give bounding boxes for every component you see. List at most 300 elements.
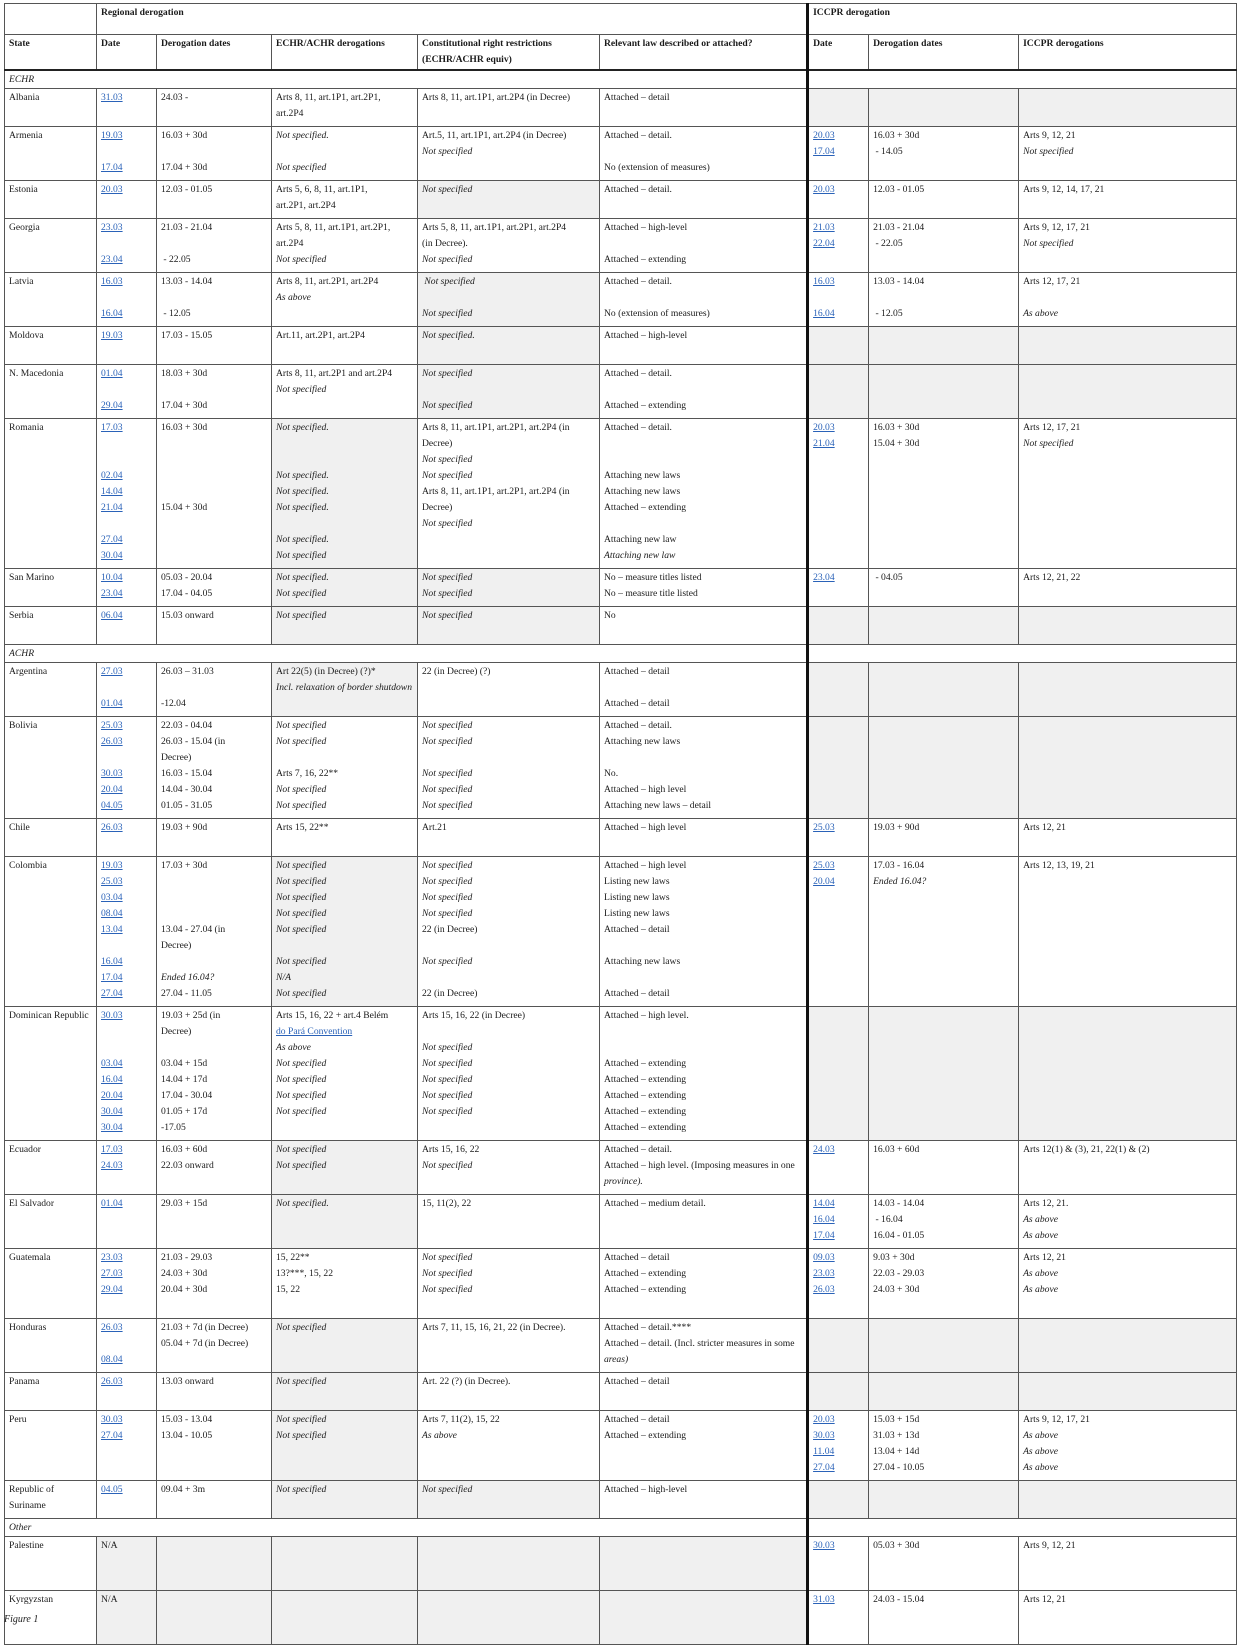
date-cell xyxy=(97,818,157,856)
date-link[interactable]: 21.04 xyxy=(813,437,835,449)
cell-text xyxy=(161,382,267,398)
state-cell: Colombia xyxy=(5,856,97,1006)
state-cell: Peru xyxy=(5,1410,97,1480)
relevant-law-cell xyxy=(600,1006,808,1140)
cell-text: 14.03 - 14.04 xyxy=(873,1197,925,1209)
date-link[interactable]: 24.03 xyxy=(101,1159,123,1171)
constitutional-restrictions-cell xyxy=(418,818,600,856)
date-link[interactable]: 08.04 xyxy=(101,907,123,919)
cell-text: Attaching new laws xyxy=(604,735,681,747)
cell-text: Not specified xyxy=(422,587,473,599)
cell-text: Not specified xyxy=(422,275,475,287)
relevant-law-cell xyxy=(600,326,808,364)
cell-text xyxy=(422,382,595,398)
date-link[interactable]: 21.03 xyxy=(813,221,835,233)
iccpr-date-cell xyxy=(808,1194,869,1248)
cell-text: Attached – detail. xyxy=(604,275,672,287)
cell-text xyxy=(161,874,267,890)
cell-text: Not specified xyxy=(422,1267,473,1279)
date-link[interactable]: 31.03 xyxy=(813,1593,835,1605)
date-link[interactable]: 25.03 xyxy=(813,859,835,871)
cell-text xyxy=(161,452,267,468)
relevant-law-cell xyxy=(600,1318,808,1372)
constitutional-restrictions-cell xyxy=(418,1480,600,1518)
cell-text: Arts 5, 8, 11, art.1P1, art.2P1, art.2P4 xyxy=(422,221,567,233)
cell-text: 16.03 + 30d xyxy=(161,129,208,141)
derogation-dates-cell xyxy=(157,1006,272,1140)
cell-text: Attaching new laws – detail xyxy=(604,799,712,811)
date-link[interactable]: 20.03 xyxy=(813,1413,835,1425)
cell-text: Listing new laws xyxy=(604,891,670,903)
constitutional-restrictions-cell xyxy=(418,88,600,126)
date-link[interactable]: 20.03 xyxy=(813,183,835,195)
date-link[interactable]: 11.04 xyxy=(813,1445,835,1457)
relevant-law-cell xyxy=(600,856,808,1006)
cell-text xyxy=(101,144,152,160)
date-link[interactable]: 29.04 xyxy=(101,1283,123,1295)
echr-achr-derogations-cell xyxy=(272,1590,418,1644)
cell-text: No (extension of measures) xyxy=(604,161,710,173)
cell-text: Not specified xyxy=(276,891,327,903)
date-cell xyxy=(97,856,157,1006)
col-header-iccpr-derogations: ICCPR derogations xyxy=(1019,35,1237,70)
cell-text: 15, 11(2), 22 xyxy=(422,1197,472,1209)
cell-text: Not specified xyxy=(422,1105,473,1117)
date-link[interactable]: 14.04 xyxy=(101,485,123,497)
cell-text: Not specified xyxy=(276,1143,327,1155)
date-link[interactable]: 01.04 xyxy=(101,697,123,709)
date-cell xyxy=(97,218,157,272)
date-link[interactable]: 30.04 xyxy=(101,1105,123,1117)
cell-text: Decree) xyxy=(161,1025,192,1037)
cell-text: Attached – high level xyxy=(604,783,687,795)
cell-text: 16.03 - 15.04 xyxy=(161,767,213,779)
date-link[interactable]: 27.03 xyxy=(101,665,123,677)
date-link[interactable]: 17.04 xyxy=(813,145,835,157)
date-link[interactable]: 16.03 xyxy=(101,275,123,287)
relevant-law-cell xyxy=(600,818,808,856)
relevant-law-cell xyxy=(600,606,808,644)
cell-text: 21.03 - 21.04 xyxy=(873,221,925,233)
cell-text: Not specified xyxy=(276,161,327,173)
section-label-iccpr xyxy=(808,70,1237,89)
cell-text: 01.05 - 31.05 xyxy=(161,799,213,811)
date-link[interactable]: 26.03 xyxy=(101,1375,123,1387)
state-cell: Republic of Suriname xyxy=(5,1480,97,1518)
cell-text: 13.03 - 14.04 xyxy=(873,275,925,287)
cell-text: Not specified xyxy=(422,783,473,795)
date-link[interactable]: 09.03 xyxy=(813,1251,835,1263)
date-link[interactable]: 04.05 xyxy=(101,1483,123,1495)
date-link[interactable]: 17.04 xyxy=(813,1229,835,1241)
iccpr-derogation-dates-cell xyxy=(869,856,1019,1006)
col-header-date: Date xyxy=(97,35,157,70)
constitutional-restrictions-cell xyxy=(418,364,600,418)
state-cell: Estonia xyxy=(5,180,97,218)
date-cell xyxy=(97,568,157,606)
cell-text xyxy=(604,1040,802,1056)
cell-text: 15.03 + 15d xyxy=(873,1413,920,1425)
iccpr-date-cell xyxy=(808,126,869,180)
constitutional-restrictions-cell xyxy=(418,180,600,218)
cell-text: Attached – high-level xyxy=(604,1483,688,1495)
cell-text: Attached – detail xyxy=(604,697,670,709)
state-cell: Romania xyxy=(5,418,97,568)
iccpr-derogations-cell xyxy=(1019,1318,1237,1372)
cell-text: Attached – detail. xyxy=(604,1143,672,1155)
cell-text xyxy=(604,436,802,452)
cell-text: Not specified xyxy=(276,1057,327,1069)
date-link[interactable]: 17.04 xyxy=(101,161,123,173)
date-link[interactable]: 20.04 xyxy=(813,875,835,887)
cell-text: Not specified xyxy=(276,1375,327,1387)
relevant-law-cell xyxy=(600,1536,808,1590)
cell-text: Not specified xyxy=(1023,437,1074,449)
cell-text: - 12.05 xyxy=(161,307,191,319)
iccpr-date-cell xyxy=(808,1590,869,1644)
derogation-dates-cell xyxy=(157,818,272,856)
cell-text: Listing new laws xyxy=(604,875,670,887)
cell-text: Attached – detail. (Incl. stricter measures in some xyxy=(604,1337,795,1349)
cell-text xyxy=(276,144,413,160)
date-link[interactable]: 25.03 xyxy=(813,821,835,833)
state-cell: Georgia xyxy=(5,218,97,272)
derogation-dates-cell xyxy=(157,1140,272,1194)
date-link[interactable]: 20.04 xyxy=(101,1089,123,1101)
state-cell: Panama xyxy=(5,1372,97,1410)
table-row-serbia xyxy=(5,606,1237,644)
date-link[interactable]: 30.04 xyxy=(101,1121,123,1133)
date-link[interactable]: 17.03 xyxy=(101,1143,123,1155)
table-row-argentina xyxy=(5,662,1237,716)
cell-text: 29.03 + 15d xyxy=(161,1197,208,1209)
cell-text xyxy=(604,452,802,468)
cell-text: Attached – detail. xyxy=(604,183,672,195)
cell-text: Not specified xyxy=(422,955,473,967)
cell-text: Not specified xyxy=(276,783,327,795)
constitutional-restrictions-cell xyxy=(418,1318,600,1372)
date-link[interactable]: 19.03 xyxy=(101,859,123,871)
cell-text: art.2P4 xyxy=(276,237,304,249)
date-link[interactable]: 26.03 xyxy=(813,1283,835,1295)
cell-text: Arts 15, 16, 22 (in Decree) xyxy=(422,1009,526,1021)
cell-text: Attached – extending xyxy=(604,1073,687,1085)
iccpr-date-cell xyxy=(808,662,869,716)
date-link[interactable]: 20.04 xyxy=(101,783,123,795)
iccpr-derogation-dates-cell xyxy=(869,126,1019,180)
cell-text: Decree) xyxy=(422,501,453,513)
date-link[interactable]: 23.03 xyxy=(101,221,123,233)
date-link[interactable]: 04.05 xyxy=(101,799,123,811)
cell-text: Not specified xyxy=(276,253,327,265)
date-link[interactable]: 06.04 xyxy=(101,609,123,621)
cell-text: Not specified xyxy=(422,307,473,319)
date-cell xyxy=(97,1372,157,1410)
cell-text: Not specified xyxy=(422,145,473,157)
cell-text: Not specified xyxy=(422,399,473,411)
echr-achr-derogations-cell xyxy=(272,716,418,818)
cell-text: 12.03 - 01.05 xyxy=(873,183,925,195)
cell-text: Arts 9, 12, 14, 17, 21 xyxy=(1023,183,1105,195)
cell-text: Ended 16.04? xyxy=(873,875,927,887)
cell-text: 19.03 + 90d xyxy=(161,821,208,833)
derogation-table-container xyxy=(4,3,1236,1645)
iccpr-derogations-cell xyxy=(1019,1248,1237,1318)
iccpr-derogations-cell xyxy=(1019,1410,1237,1480)
state-cell: Armenia xyxy=(5,126,97,180)
cell-text: 05.03 + 30d xyxy=(873,1539,920,1551)
iccpr-derogations-cell xyxy=(1019,1536,1237,1590)
cell-text: 17.04 - 30.04 xyxy=(161,1089,213,1101)
date-link[interactable]: 20.03 xyxy=(101,183,123,195)
date-link[interactable]: 29.04 xyxy=(101,399,123,411)
cell-text: 18.03 + 30d xyxy=(161,367,208,379)
table-row-albania xyxy=(5,88,1237,126)
iccpr-derogation-dates-cell xyxy=(869,662,1019,716)
date-link[interactable]: 21.04 xyxy=(101,501,123,513)
cell-text: 17.04 + 30d xyxy=(161,161,208,173)
cell-text: 17.03 + 30d xyxy=(161,859,208,871)
constitutional-restrictions-cell xyxy=(418,1590,600,1644)
relevant-law-cell xyxy=(600,88,808,126)
cell-text: Attached – detail. xyxy=(604,129,672,141)
date-link[interactable]: 26.03 xyxy=(101,1321,123,1333)
cell-text: 31.03 + 13d xyxy=(873,1429,920,1441)
iccpr-date-cell xyxy=(808,1248,869,1318)
date-link[interactable]: 23.04 xyxy=(813,571,835,583)
date-link[interactable]: 16.04 xyxy=(813,1213,835,1225)
cell-text: 16.03 + 60d xyxy=(873,1143,920,1155)
relevant-law-cell xyxy=(600,662,808,716)
iccpr-date-cell xyxy=(808,326,869,364)
relevant-law-cell xyxy=(600,1590,808,1644)
cell-text xyxy=(604,750,802,766)
derogation-dates-cell xyxy=(157,126,272,180)
cell-text: As above xyxy=(1023,1213,1058,1225)
cell-text: Attaching new laws xyxy=(604,485,681,497)
cell-text: Arts 12, 17, 21 xyxy=(1023,275,1081,287)
state-cell: El Salvador xyxy=(5,1194,97,1248)
date-link[interactable]: 08.04 xyxy=(101,1353,123,1365)
date-link[interactable]: 17.04 xyxy=(101,971,123,983)
iccpr-date-cell xyxy=(808,180,869,218)
cell-text xyxy=(604,938,802,954)
date-link[interactable]: 14.04 xyxy=(813,1197,835,1209)
date-link[interactable]: 02.04 xyxy=(101,469,123,481)
table-row-el-salvador xyxy=(5,1194,1237,1248)
cell-text: 24.03 - 15.04 xyxy=(873,1593,925,1605)
date-link[interactable]: 30.03 xyxy=(813,1429,835,1441)
cell-text xyxy=(101,1336,152,1352)
relevant-law-cell xyxy=(600,1140,808,1194)
date-link[interactable]: 26.03 xyxy=(101,735,123,747)
date-link[interactable]: 23.03 xyxy=(101,1251,123,1263)
iccpr-derogation-dates-cell xyxy=(869,418,1019,568)
date-link[interactable]: 03.04 xyxy=(101,891,123,903)
echr-achr-derogations-cell xyxy=(272,856,418,1006)
date-link[interactable]: 03.04 xyxy=(101,1057,123,1069)
date-link[interactable]: 16.04 xyxy=(101,1073,123,1085)
cell-text: Ended 16.04? xyxy=(161,971,215,983)
cell-text: Arts 9, 12, 17, 21 xyxy=(1023,1413,1090,1425)
constitutional-restrictions-cell xyxy=(418,326,600,364)
cell-text: Listing new laws xyxy=(604,907,670,919)
date-link[interactable]: 31.03 xyxy=(101,91,123,103)
cell-text: Attached – medium detail. xyxy=(604,1197,706,1209)
state-cell: N. Macedonia xyxy=(5,364,97,418)
iccpr-derogations-cell xyxy=(1019,1194,1237,1248)
iccpr-derogation-dates-cell xyxy=(869,364,1019,418)
cell-text: 21.03 + 7d (in Decree) xyxy=(161,1321,249,1333)
echr-achr-derogations-cell xyxy=(272,88,418,126)
cell-text: Not specified xyxy=(422,1283,473,1295)
cell-text xyxy=(422,970,595,986)
cell-text: Attached – extending xyxy=(604,253,687,265)
iccpr-derogations-cell xyxy=(1019,364,1237,418)
iccpr-derogation-dates-cell xyxy=(869,88,1019,126)
cell-text: Arts 12, 21 xyxy=(1023,1251,1066,1263)
section-label: ECHR xyxy=(5,70,808,89)
iccpr-date-cell xyxy=(808,606,869,644)
date-link[interactable]: 27.04 xyxy=(101,1429,123,1441)
cell-text: 01.05 + 17d xyxy=(161,1105,208,1117)
iccpr-derogation-dates-cell xyxy=(869,606,1019,644)
iccpr-date-cell xyxy=(808,856,869,1006)
date-link[interactable]: 27.04 xyxy=(101,987,123,999)
date-link[interactable]: 30.03 xyxy=(101,1009,123,1021)
iccpr-derogation-dates-cell xyxy=(869,218,1019,272)
cell-text: Attached – detail xyxy=(604,1413,670,1425)
date-link[interactable]: 23.03 xyxy=(813,1267,835,1279)
cell-text: Not specified xyxy=(422,183,473,195)
iccpr-derogations-cell xyxy=(1019,326,1237,364)
date-link[interactable]: 27.03 xyxy=(101,1267,123,1279)
cell-text: Not specified xyxy=(422,1057,473,1069)
date-link[interactable]: 25.03 xyxy=(101,719,123,731)
echr-achr-derogations-cell xyxy=(272,418,418,568)
cell-text xyxy=(422,1024,595,1040)
date-link[interactable]: 22.04 xyxy=(813,237,835,249)
cell-text: Attached – detail xyxy=(604,923,670,935)
constitutional-restrictions-cell xyxy=(418,1194,600,1248)
date-link[interactable]: 26.03 xyxy=(101,821,123,833)
cell-text: Attached – extending xyxy=(604,1267,687,1279)
date-link[interactable]: 16.04 xyxy=(813,307,835,319)
relevant-law-cell xyxy=(600,218,808,272)
state-cell: Bolivia xyxy=(5,716,97,818)
cell-text xyxy=(873,290,1014,306)
date-link[interactable]: 13.04 xyxy=(101,923,123,935)
relevant-law-cell xyxy=(600,1248,808,1318)
cell-text: Arts 5, 8, 11, art.1P1, art.2P1, xyxy=(276,221,391,233)
cell-text xyxy=(161,436,267,452)
cell-text: N/A xyxy=(101,1593,118,1605)
table-row-ecuador xyxy=(5,1140,1237,1194)
derogation-dates-cell xyxy=(157,1536,272,1590)
cell-text: Not specified xyxy=(422,907,473,919)
cell-text: 15, 22** xyxy=(276,1251,310,1263)
cell-text: Decree) xyxy=(161,751,192,763)
date-link[interactable]: 30.04 xyxy=(101,549,123,561)
cell-text: As above xyxy=(422,1429,457,1441)
cell-text: Attached – extending xyxy=(604,1057,687,1069)
date-link[interactable]: 16.03 xyxy=(813,275,835,287)
cell-text: Not specified xyxy=(422,1041,473,1053)
cell-text: Art.21 xyxy=(422,821,447,833)
date-link[interactable]: 17.03 xyxy=(101,421,123,433)
cell-text: Arts 15, 22** xyxy=(276,821,329,833)
cell-text: Attached – detail xyxy=(604,91,670,103)
date-link[interactable]: 27.04 xyxy=(101,533,123,545)
date-link[interactable]: 19.03 xyxy=(101,129,123,141)
cell-text: art.2P1, art.2P4 xyxy=(276,199,336,211)
date-link[interactable]: 23.04 xyxy=(101,253,123,265)
cell-text: 26.03 - 15.04 (in xyxy=(161,735,226,747)
relevant-law-cell xyxy=(600,364,808,418)
cell-text: Arts 8, 11, art.1P1, art.2P1, xyxy=(276,91,381,103)
cell-text: - 16.04 xyxy=(873,1213,903,1225)
date-link[interactable]: 16.04 xyxy=(101,307,123,319)
group-header-row xyxy=(5,4,1237,35)
constitutional-restrictions-cell xyxy=(418,1140,600,1194)
date-link[interactable]: 25.03 xyxy=(101,875,123,887)
cell-text: Not specified. xyxy=(276,469,329,481)
column-header-row xyxy=(5,35,1237,70)
cell-text: 22 (in Decree) xyxy=(422,923,478,935)
cell-text: 21.03 - 29.03 xyxy=(161,1251,213,1263)
date-link[interactable]: 20.03 xyxy=(813,421,835,433)
cell-text: Art. 22 (?) (in Decree). xyxy=(422,1375,511,1387)
cell-text: 22.03 - 04.04 xyxy=(161,719,213,731)
date-link[interactable]: 30.03 xyxy=(101,1413,123,1425)
date-cell xyxy=(97,272,157,326)
derogation-dates-cell xyxy=(157,1194,272,1248)
section-row-other xyxy=(5,1518,1237,1536)
cell-text xyxy=(101,1040,152,1056)
date-link[interactable]: 10.04 xyxy=(101,571,123,583)
cell-text: As above xyxy=(1023,307,1058,319)
cell-text: 16.03 + 30d xyxy=(873,421,920,433)
cell-text xyxy=(101,750,152,766)
date-link[interactable]: 01.04 xyxy=(101,1197,123,1209)
date-link[interactable]: do Pará Convention xyxy=(276,1025,353,1037)
date-link[interactable]: 16.04 xyxy=(101,955,123,967)
constitutional-restrictions-cell xyxy=(418,218,600,272)
cell-text: Not specified xyxy=(422,859,473,871)
date-cell xyxy=(97,1248,157,1318)
date-link[interactable]: 19.03 xyxy=(101,329,123,341)
date-link[interactable]: 01.04 xyxy=(101,367,123,379)
iccpr-date-cell xyxy=(808,1480,869,1518)
cell-text: Attached – extending xyxy=(604,399,687,411)
date-link[interactable]: 24.03 xyxy=(813,1143,835,1155)
constitutional-restrictions-cell xyxy=(418,856,600,1006)
date-link[interactable]: 30.03 xyxy=(101,767,123,779)
iccpr-date-cell xyxy=(808,568,869,606)
iccpr-derogations-cell xyxy=(1019,180,1237,218)
date-link[interactable]: 27.04 xyxy=(813,1461,835,1473)
date-link[interactable]: 20.03 xyxy=(813,129,835,141)
cell-text xyxy=(161,680,267,696)
cell-text: Not specified xyxy=(276,549,327,561)
col-header-relevant-law: Relevant law described or attached? xyxy=(600,35,808,70)
date-link[interactable]: 30.03 xyxy=(813,1539,835,1551)
iccpr-derogation-dates-cell xyxy=(869,716,1019,818)
table-row-republic-of-suriname xyxy=(5,1480,1237,1518)
cell-text: Not specified xyxy=(422,719,473,731)
date-link[interactable]: 23.04 xyxy=(101,587,123,599)
section-row-echr xyxy=(5,70,1237,89)
